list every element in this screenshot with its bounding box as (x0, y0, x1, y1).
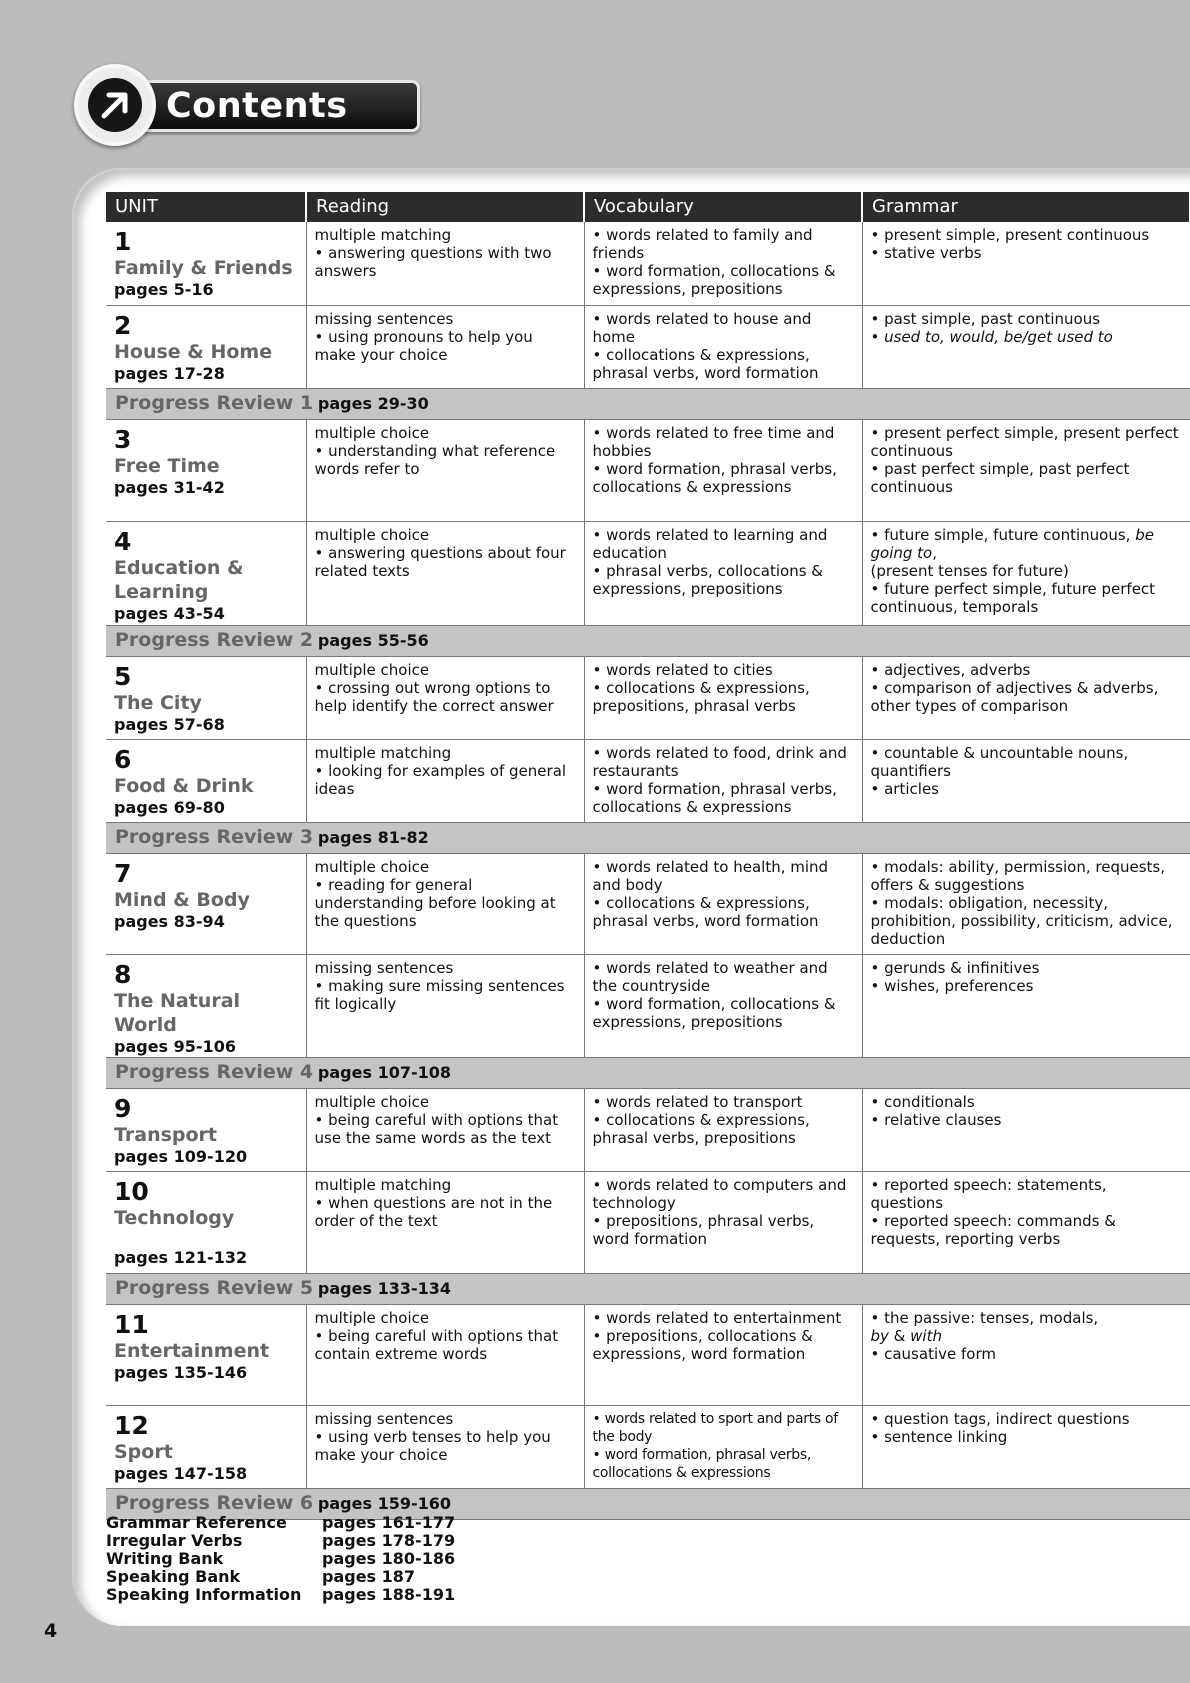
grammar-cell: • present simple, present continuous • stative verbs (862, 222, 1190, 305)
unit-name: House & Home (114, 340, 273, 363)
reading-cell: missing sentences • using pronouns to help you make your choice (306, 305, 584, 388)
grammar-cell: • conditionals • relative clauses (862, 1088, 1190, 1171)
vocabulary-cell: • words related to house and home • collocations & expressions, phrasal verbs, word formation (584, 305, 862, 388)
unit-cell (106, 954, 306, 1057)
unit-cell (106, 305, 306, 388)
reading-cell: multiple choice • being careful with options that use the same words as the text (306, 1088, 584, 1171)
unit-number: 7 (114, 858, 132, 888)
arrow-up-right-icon (97, 87, 133, 123)
unit-number: 5 (114, 661, 132, 691)
unit-pages: pages 121-132 (114, 1247, 248, 1267)
unit-name: The Natural World (114, 989, 241, 1036)
table-row (106, 305, 1190, 388)
unit-cell (106, 222, 306, 305)
review-pages: pages 107-108 (317, 1063, 452, 1082)
unit-pages: pages 135-146 (114, 1362, 248, 1382)
table-row (106, 1171, 1190, 1273)
review-label: Progress Review 6 (115, 1492, 314, 1514)
unit-number: 9 (114, 1093, 132, 1123)
review-label: Progress Review 3 (115, 826, 314, 848)
table-row (106, 521, 1190, 625)
vocabulary-cell: • words related to cities • collocations & expressions, prepositions, phrasal verbs (584, 656, 862, 739)
grammar-cell: • adjectives, adverbs • comparison of adjectives & adverbs, other types of comparison (862, 656, 1190, 739)
table-header (106, 192, 1190, 222)
review-pages: pages 29-30 (317, 394, 429, 413)
unit-cell (106, 1405, 306, 1488)
badge-circle (74, 64, 156, 146)
vocabulary-cell: • words related to entertainment • prepositions, collocations & expressions, word formation (584, 1304, 862, 1405)
unit-cell (106, 656, 306, 739)
vocabulary-cell: • words related to weather and the countryside • word formation, collocations & expressions, prepositions (584, 954, 862, 1057)
unit-name: The City (114, 691, 202, 714)
table-row (106, 222, 1190, 305)
unit-name: Family & Friends (114, 257, 293, 279)
unit-cell (106, 1171, 306, 1273)
grammar-cell: • gerunds & infinitives • wishes, preferences (862, 954, 1190, 1057)
unit-pages: pages 31-42 (114, 477, 225, 497)
vocabulary-cell: • words related to sport and parts of the body • word formation, phrasal verbs, collocations & expressions (584, 1405, 862, 1488)
vocabulary-cell: • words related to learning and education • phrasal verbs, collocations & expressions, prepositions (584, 521, 862, 625)
unit-number: 10 (114, 1176, 149, 1206)
unit-number: 6 (114, 744, 132, 774)
page-title: Contents (166, 86, 348, 126)
reading-cell: missing sentences • using verb tenses to help you make your choice (306, 1405, 584, 1488)
unit-pages: pages 69-80 (114, 797, 225, 817)
table-row (106, 656, 1190, 739)
col-header-grammar: Grammar (862, 192, 1190, 222)
list-item: Writing Bank pages 180-186 (106, 1549, 456, 1568)
unit-number: 3 (114, 424, 132, 454)
unit-pages: pages 17-28 (114, 363, 225, 383)
review-label: Progress Review 1 (115, 392, 314, 414)
unit-pages: pages 57-68 (114, 714, 225, 734)
unit-cell (106, 1304, 306, 1405)
progress-review-row (106, 822, 1190, 853)
vocabulary-cell: • words related to food, drink and restaurants • word formation, phrasal verbs, collocations & expressions (584, 739, 862, 822)
vocabulary-cell: • words related to health, mind and body • collocations & expressions, phrasal verbs, word formation (584, 853, 862, 954)
progress-review-row (106, 388, 1190, 419)
unit-pages: pages 147-158 (114, 1463, 248, 1483)
progress-review-row (106, 1273, 1190, 1304)
unit-name: Free Time (114, 454, 220, 477)
list-item: Speaking Bank pages 187 (106, 1567, 416, 1586)
unit-cell (106, 1088, 306, 1171)
unit-name: Mind & Body (114, 888, 250, 911)
table-row (106, 1088, 1190, 1171)
unit-number: 8 (114, 959, 132, 989)
list-item: Irregular Verbs pages 178-179 (106, 1531, 456, 1550)
progress-review-row (106, 625, 1190, 656)
unit-number: 12 (114, 1410, 149, 1440)
unit-pages: pages 109-120 (114, 1146, 248, 1166)
unit-pages: pages 5-16 (114, 280, 214, 299)
list-item: Speaking Information pages 188-191 (106, 1585, 456, 1604)
contents-badge (74, 64, 354, 150)
unit-name: Food & Drink (114, 774, 254, 797)
table-row (106, 1405, 1190, 1488)
reading-cell: multiple matching • answering questions with two answers (306, 222, 584, 305)
table-row (106, 1304, 1190, 1405)
review-pages: pages 81-82 (317, 828, 429, 847)
grammar-cell: • future simple, future continuous, be going to, (present tenses for future) • future perfect simple, future perfect continuous, temporals (862, 521, 1190, 625)
col-header-unit: UNIT (106, 192, 306, 222)
unit-name: Transport (114, 1123, 218, 1146)
table-row (106, 419, 1190, 521)
reading-cell: missing sentences • making sure missing sentences fit logically (306, 954, 584, 1057)
page-number: 4 (44, 1620, 58, 1642)
table-row (106, 954, 1190, 1057)
table-row (106, 853, 1190, 954)
review-label: Progress Review 5 (115, 1277, 314, 1299)
grammar-cell: • modals: ability, permission, requests, offers & suggestions • modals: obligation, necessity, prohibition, possibility, criticism, advice, deduction (862, 853, 1190, 954)
review-label: Progress Review 2 (115, 629, 314, 651)
review-pages: pages 159-160 (317, 1494, 452, 1513)
unit-cell (106, 739, 306, 822)
vocabulary-cell: • words related to transport • collocations & expressions, phrasal verbs, prepositions (584, 1088, 862, 1171)
reading-cell: multiple matching • when questions are not in the order of the text (306, 1171, 584, 1273)
reading-cell: multiple choice • answering questions about four related texts (306, 521, 584, 625)
reading-cell: multiple choice • understanding what reference words refer to (306, 419, 584, 521)
reading-cell: multiple choice • reading for general understanding before looking at the questions (306, 853, 584, 954)
vocabulary-cell: • words related to computers and technology • prepositions, phrasal verbs, word formation (584, 1171, 862, 1273)
appendix-list (106, 1514, 455, 1604)
unit-number: 1 (114, 227, 132, 256)
unit-name: Education & Learning (114, 556, 244, 603)
review-pages: pages 55-56 (317, 631, 429, 650)
contents-table (106, 192, 1190, 1520)
col-header-vocabulary: Vocabulary (584, 192, 862, 222)
review-pages: pages 133-134 (317, 1279, 452, 1298)
grammar-cell: • past simple, past continuous • used to, would, be/get used to (862, 305, 1190, 388)
col-header-reading: Reading (306, 192, 584, 222)
vocabulary-cell: • words related to free time and hobbies • word formation, phrasal verbs, collocations & expressions (584, 419, 862, 521)
unit-number: 11 (114, 1309, 149, 1339)
unit-cell (106, 853, 306, 954)
list-item: Grammar Reference pages 161-177 (106, 1513, 456, 1532)
unit-pages: pages 83-94 (114, 911, 225, 931)
review-label: Progress Review 4 (115, 1061, 314, 1083)
progress-review-row (106, 1057, 1190, 1088)
unit-pages: pages 43-54 (114, 603, 225, 623)
grammar-cell: • reported speech: statements, questions • reported speech: commands & requests, reporting verbs (862, 1171, 1190, 1273)
unit-name: Technology (114, 1206, 235, 1229)
unit-number: 2 (114, 310, 132, 340)
grammar-cell: • question tags, indirect questions • sentence linking (862, 1405, 1190, 1488)
reading-cell: multiple choice • crossing out wrong options to help identify the correct answer (306, 656, 584, 739)
grammar-cell: • countable & uncountable nouns, quantifiers • articles (862, 739, 1190, 822)
unit-cell (106, 419, 306, 521)
unit-pages: pages 95-106 (114, 1036, 236, 1056)
reading-cell: multiple choice • being careful with options that contain extreme words (306, 1304, 584, 1405)
unit-number: 4 (114, 526, 132, 556)
grammar-cell: • the passive: tenses, modals, by & with • causative form (862, 1304, 1190, 1405)
vocabulary-cell: • words related to family and friends • word formation, collocations & expressions, prepositions (584, 222, 862, 305)
table-row (106, 739, 1190, 822)
unit-name: Entertainment (114, 1339, 270, 1362)
reading-cell: multiple matching • looking for examples of general ideas (306, 739, 584, 822)
unit-name: Sport (114, 1440, 173, 1463)
unit-cell (106, 521, 306, 625)
grammar-cell: • present perfect simple, present perfect continuous • past perfect simple, past perfect continuous (862, 419, 1190, 521)
